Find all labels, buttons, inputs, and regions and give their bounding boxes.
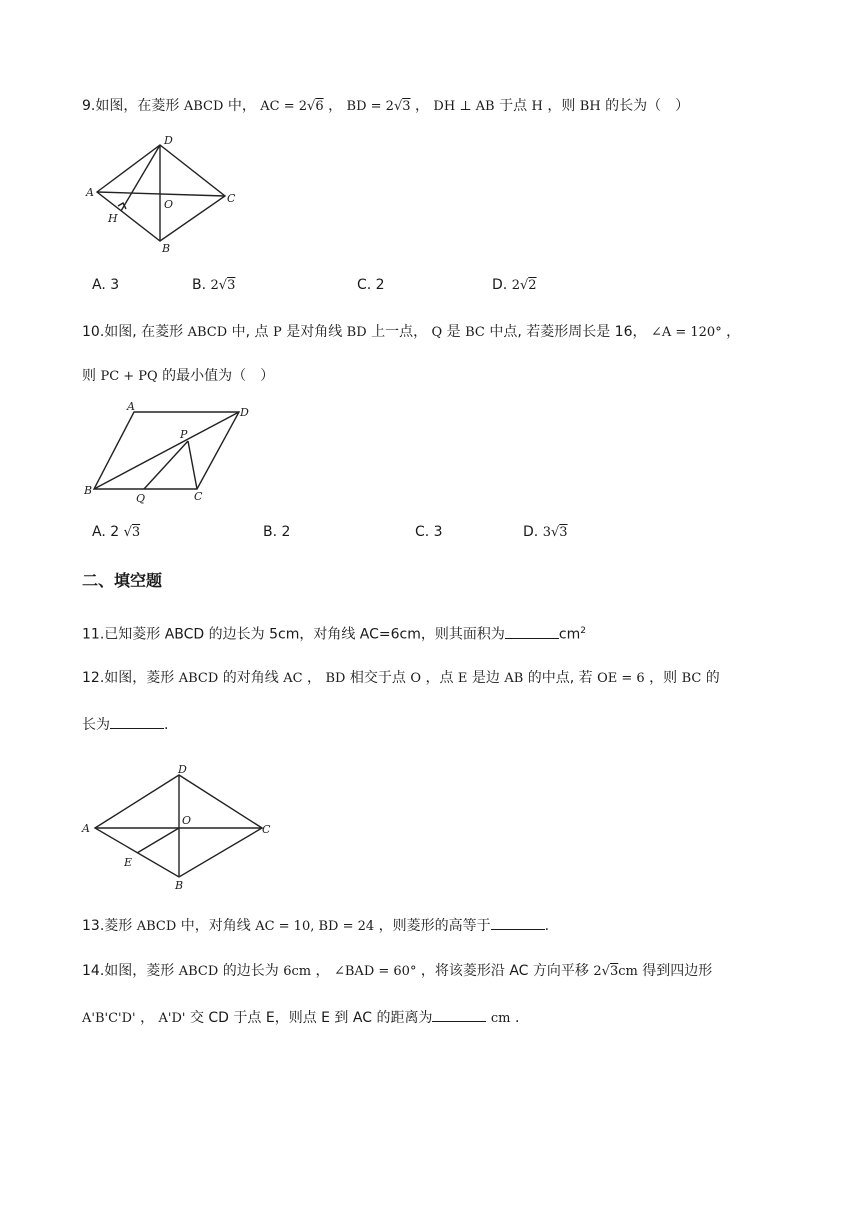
q9-bd-radicand: 3 bbox=[402, 99, 411, 114]
q14-text-part: 得到四边形 bbox=[642, 963, 713, 979]
q9-math: BH bbox=[579, 99, 601, 114]
q9-option-d-coef: 2 bbox=[511, 278, 520, 293]
q9-ac-radicand: 6 bbox=[315, 99, 324, 114]
q12-label-d: D bbox=[178, 763, 187, 776]
q9-text bbox=[82, 96, 689, 117]
q14-text-part: 14.如图，菱形 bbox=[82, 963, 175, 979]
q12-math: E bbox=[457, 671, 468, 686]
q11-unit-superscript: 2 bbox=[580, 626, 586, 636]
q9-option-b-coef: 2 bbox=[210, 278, 219, 293]
q10-option-d-coef: 3 bbox=[542, 525, 551, 540]
q10-text-part: 上一点， bbox=[371, 324, 428, 340]
q10-option-d-prefix: D. bbox=[523, 524, 543, 540]
q10-option-d-expr: 3√3 bbox=[542, 525, 568, 540]
q10-text-part: 中, 点 bbox=[231, 324, 269, 340]
q14-shift-unit: cm bbox=[618, 964, 638, 979]
q12-label-e: E bbox=[124, 856, 133, 869]
q10-option-a[interactable] bbox=[92, 524, 140, 540]
q12-figure bbox=[82, 762, 282, 892]
q13-answer-blank[interactable] bbox=[491, 915, 545, 930]
q9-option-b-radicand: 3 bbox=[227, 278, 236, 293]
q9-diagonal-ac bbox=[97, 192, 225, 196]
q12-text-part: 的中点, 若 bbox=[527, 670, 593, 686]
q12-label-c: C bbox=[262, 823, 271, 836]
q9-option-d-radicand: 2 bbox=[528, 278, 537, 293]
q9-text-part: 9.如图，在菱形 bbox=[82, 98, 180, 114]
q10-option-c[interactable]: C. 3 bbox=[415, 524, 443, 540]
q10-segment-pq bbox=[144, 441, 188, 489]
q14-text-part: . bbox=[514, 1010, 520, 1026]
q9-text-part: ， bbox=[414, 98, 429, 114]
q13-text-part: 13.菱形 bbox=[82, 918, 133, 934]
q12-label-o: O bbox=[182, 814, 192, 827]
q13-text-part: ，则菱形的高等于 bbox=[378, 918, 491, 934]
q10-math: Q bbox=[431, 325, 443, 340]
q9-math: DH ⊥ AB bbox=[433, 99, 495, 114]
q14-unit: cm bbox=[490, 1011, 511, 1026]
section-heading: 二、填空题 bbox=[82, 571, 163, 590]
q10-option-a-expr: √3 bbox=[123, 525, 141, 540]
q10-text-part: ， bbox=[726, 324, 741, 340]
q10-math: BD bbox=[346, 325, 367, 340]
q10-label-a: A bbox=[127, 400, 135, 413]
q12-math: AB bbox=[504, 671, 524, 686]
q12-math: OE = 6 bbox=[597, 671, 645, 686]
q12-label-b: B bbox=[175, 879, 184, 892]
q9-math: ABCD bbox=[183, 99, 224, 114]
q12-math: BC bbox=[681, 671, 702, 686]
q10-option-a-radicand: 3 bbox=[131, 525, 141, 540]
q12-text-line2 bbox=[82, 714, 168, 735]
q14-text-line2 bbox=[82, 1007, 519, 1029]
q12-text-part: 相交于点 bbox=[349, 670, 406, 686]
q12-math: BD bbox=[325, 671, 346, 686]
q12-text-part: 12.如图，菱形 bbox=[82, 670, 175, 686]
q12-text-part: ，则 bbox=[649, 670, 678, 686]
q9-label-h: H bbox=[108, 212, 118, 225]
q10-text bbox=[82, 322, 740, 343]
q14-text-part: 的边长为 bbox=[222, 963, 279, 979]
q12-text-part: 的对角线 bbox=[222, 670, 279, 686]
q10-text-part: 的最小值为（ ） bbox=[162, 368, 275, 384]
q14-shift-expr: 2√3cm bbox=[593, 964, 638, 979]
q12-text bbox=[82, 668, 720, 689]
q9-ac: AC = 2 bbox=[260, 99, 308, 114]
q9-text-part: 于点 bbox=[499, 98, 528, 114]
q10-option-a-prefix: A. 2 bbox=[92, 524, 124, 540]
q11-text-part: 11.已知菱形 ABCD 的边长为 5cm，对角线 AC=6cm，则其面积为 bbox=[82, 626, 505, 643]
q12-text-part: . bbox=[164, 717, 169, 733]
q12-answer-blank[interactable] bbox=[110, 714, 164, 729]
q9-label-c: C bbox=[227, 192, 236, 205]
q10-text-part: 是 bbox=[446, 324, 461, 340]
q9-option-c[interactable]: C. 2 bbox=[357, 277, 385, 293]
q9-option-b-expr: 2√3 bbox=[210, 278, 236, 293]
q10-label-d: D bbox=[240, 406, 249, 419]
q9-segment-dh bbox=[121, 145, 160, 211]
q12-text-part: 的 bbox=[705, 670, 720, 686]
q9-option-d-prefix: D. bbox=[492, 277, 512, 293]
q9-math: H bbox=[531, 99, 543, 114]
q9-ac-expr: AC = 2√6 bbox=[260, 99, 324, 114]
q12-math: O bbox=[410, 671, 421, 686]
q14-math: 6cm bbox=[283, 964, 312, 979]
q9-label-o: O bbox=[164, 198, 174, 211]
q13-math: ABCD bbox=[136, 919, 177, 934]
q9-option-b-prefix: B. bbox=[192, 277, 211, 293]
q14-answer-blank[interactable] bbox=[432, 1007, 486, 1022]
q10-segment-pc bbox=[188, 441, 197, 489]
q10-figure bbox=[82, 400, 257, 510]
q10-text-part: 是对角线 bbox=[286, 324, 343, 340]
q12-segment-oe bbox=[137, 828, 179, 853]
q11-answer-blank[interactable] bbox=[505, 624, 559, 639]
q9-option-d-expr: 2√2 bbox=[511, 278, 537, 293]
q10-label-c: C bbox=[194, 490, 203, 503]
q14-shift-radicand: 3 bbox=[609, 964, 619, 979]
q12-label-a: A bbox=[82, 822, 90, 835]
q10-option-d-radicand: 3 bbox=[559, 525, 568, 540]
q10-label-q: Q bbox=[136, 492, 146, 505]
q14-text-part: ，将该菱形沿 AC 方向平移 bbox=[420, 963, 589, 979]
q9-option-b[interactable] bbox=[192, 277, 235, 293]
q10-option-b[interactable]: B. 2 bbox=[263, 524, 291, 540]
q11-unit: cm bbox=[558, 626, 581, 643]
q10-option-d[interactable] bbox=[523, 524, 568, 540]
q9-label-d: D bbox=[164, 134, 173, 147]
q10-math: PC + PQ bbox=[100, 369, 158, 384]
q13-text-part: . bbox=[544, 918, 550, 934]
q9-option-a[interactable]: A. 3 bbox=[92, 277, 120, 293]
q14-text bbox=[82, 961, 712, 982]
q13-text-part: 中，对角线 bbox=[180, 918, 251, 934]
q9-figure bbox=[82, 130, 242, 255]
q13-text bbox=[82, 915, 549, 937]
q10-text-line2 bbox=[82, 366, 274, 387]
q10-label-b: B bbox=[84, 484, 93, 497]
q12-text-part: 是边 bbox=[471, 670, 500, 686]
q12-text-part: ， bbox=[306, 670, 321, 686]
q9-text-part: 的长为（ ） bbox=[605, 98, 690, 114]
q12-math: AC bbox=[283, 671, 303, 686]
q12-math: ABCD bbox=[178, 671, 219, 686]
q14-text-part: ， bbox=[140, 1010, 155, 1026]
q10-text-part: 则 bbox=[82, 368, 96, 384]
q14-math: ABCD bbox=[178, 964, 219, 979]
q9-label-a: A bbox=[86, 186, 94, 199]
q10-math: P bbox=[273, 325, 282, 340]
q9-bd: BD = 2 bbox=[346, 99, 394, 114]
q14-math: ∠BAD = 60° bbox=[333, 964, 417, 979]
q14-math: A'D' bbox=[158, 1011, 186, 1026]
q10-math: BC bbox=[465, 325, 485, 340]
q10-text-part: 中点, 若菱形周长是 16， bbox=[489, 324, 647, 340]
q9-label-b: B bbox=[162, 242, 171, 255]
q14-shift-coef: 2 bbox=[593, 964, 602, 979]
q10-math: ABCD bbox=[187, 325, 228, 340]
q9-text-part: ，则 bbox=[547, 98, 576, 114]
q14-math: A'B'C'D' bbox=[82, 1011, 136, 1026]
q13-math: AC = 10, BD = 24 bbox=[255, 919, 375, 934]
q9-text-part: ， bbox=[328, 98, 343, 114]
q9-option-d[interactable] bbox=[492, 277, 537, 293]
q10-math: ∠A = 120° bbox=[650, 325, 722, 340]
q9-bd-expr: BD = 2√3 bbox=[346, 99, 411, 114]
q14-text-part: ， bbox=[315, 963, 330, 979]
q12-text-part: 长为 bbox=[82, 717, 110, 733]
q10-label-p: P bbox=[180, 428, 188, 441]
q9-text-part: 中， bbox=[227, 98, 256, 114]
q14-text-part: 交 CD 于点 E，则点 E 到 AC 的距离为 bbox=[189, 1010, 433, 1026]
q10-text-part: 10.如图, 在菱形 bbox=[82, 324, 184, 340]
q12-text-part: ，点 bbox=[425, 670, 454, 686]
q11-text bbox=[82, 621, 586, 645]
